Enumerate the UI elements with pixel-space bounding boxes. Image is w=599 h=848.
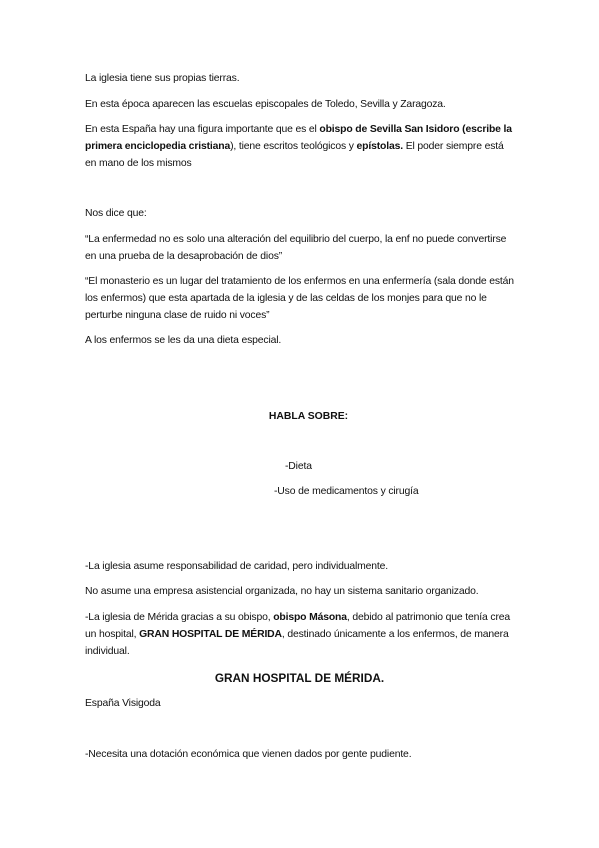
- text-run: , destinado únicamente a los enfermos, de manera individual.: [85, 629, 509, 657]
- text-run: En esta España hay una figura importante que es el: [85, 124, 320, 135]
- paragraph: -La iglesia asume responsabilidad de caridad, pero individualmente.: [85, 561, 389, 572]
- list-item: -Uso de medicamentos y cirugía: [274, 486, 419, 497]
- list-item: -Dieta: [285, 461, 312, 472]
- paragraph: -Necesita una dotación económica que vienen dados por gente pudiente.: [85, 749, 412, 760]
- text-run: , debido al patrimonio que tenía crea un hospital,: [85, 612, 511, 640]
- bold-text: epístolas.: [356, 141, 403, 152]
- paragraph: Nos dice que:: [85, 208, 147, 219]
- paragraph: A los enfermos se les da una dieta especial.: [85, 335, 282, 346]
- text-run: El poder siempre está en mano de los mismos: [85, 141, 504, 169]
- quote-paragraph: “El monasterio es un lugar del tratamiento de los enfermos en una enfermería (sala donde están los enfermos) que esta apartada de la iglesia y de las celdas de los monjes para que no le perturbe ninguna clase de ruido ni voces”: [85, 276, 514, 321]
- paragraph: [85, 121, 515, 172]
- paragraph: No asume una empresa asistencial organizada, no hay un sistema sanitario organizado.: [85, 586, 479, 597]
- text-run: -La iglesia de Mérida gracias a su obispo,: [85, 612, 274, 623]
- paragraph: En esta época aparecen las escuelas episcopales de Toledo, Sevilla y Zaragoza.: [85, 99, 446, 110]
- bold-text: (escribe la primera enciclopedia cristiana: [85, 124, 512, 152]
- section-heading: GRAN HOSPITAL DE MÉRIDA.: [214, 671, 385, 685]
- text-run: ), tiene escritos teológicos y: [230, 141, 357, 152]
- bold-text: obispo de Sevilla San Isidoro: [319, 124, 460, 135]
- paragraph: España Visigoda: [85, 698, 161, 709]
- bold-text: GRAN HOSPITAL DE MÉRIDA: [139, 629, 282, 640]
- paragraph: [85, 609, 515, 660]
- paragraph: La iglesia tiene sus propias tierras.: [85, 73, 240, 84]
- quote-paragraph: “La enfermedad no es solo una alteración del equilibrio del cuerpo, la enf no puede convertirse en una prueba de la desaprobación de dios”: [85, 234, 507, 262]
- section-heading: HABLA SOBRE:: [268, 411, 349, 422]
- bold-text: obispo Másona: [273, 612, 347, 623]
